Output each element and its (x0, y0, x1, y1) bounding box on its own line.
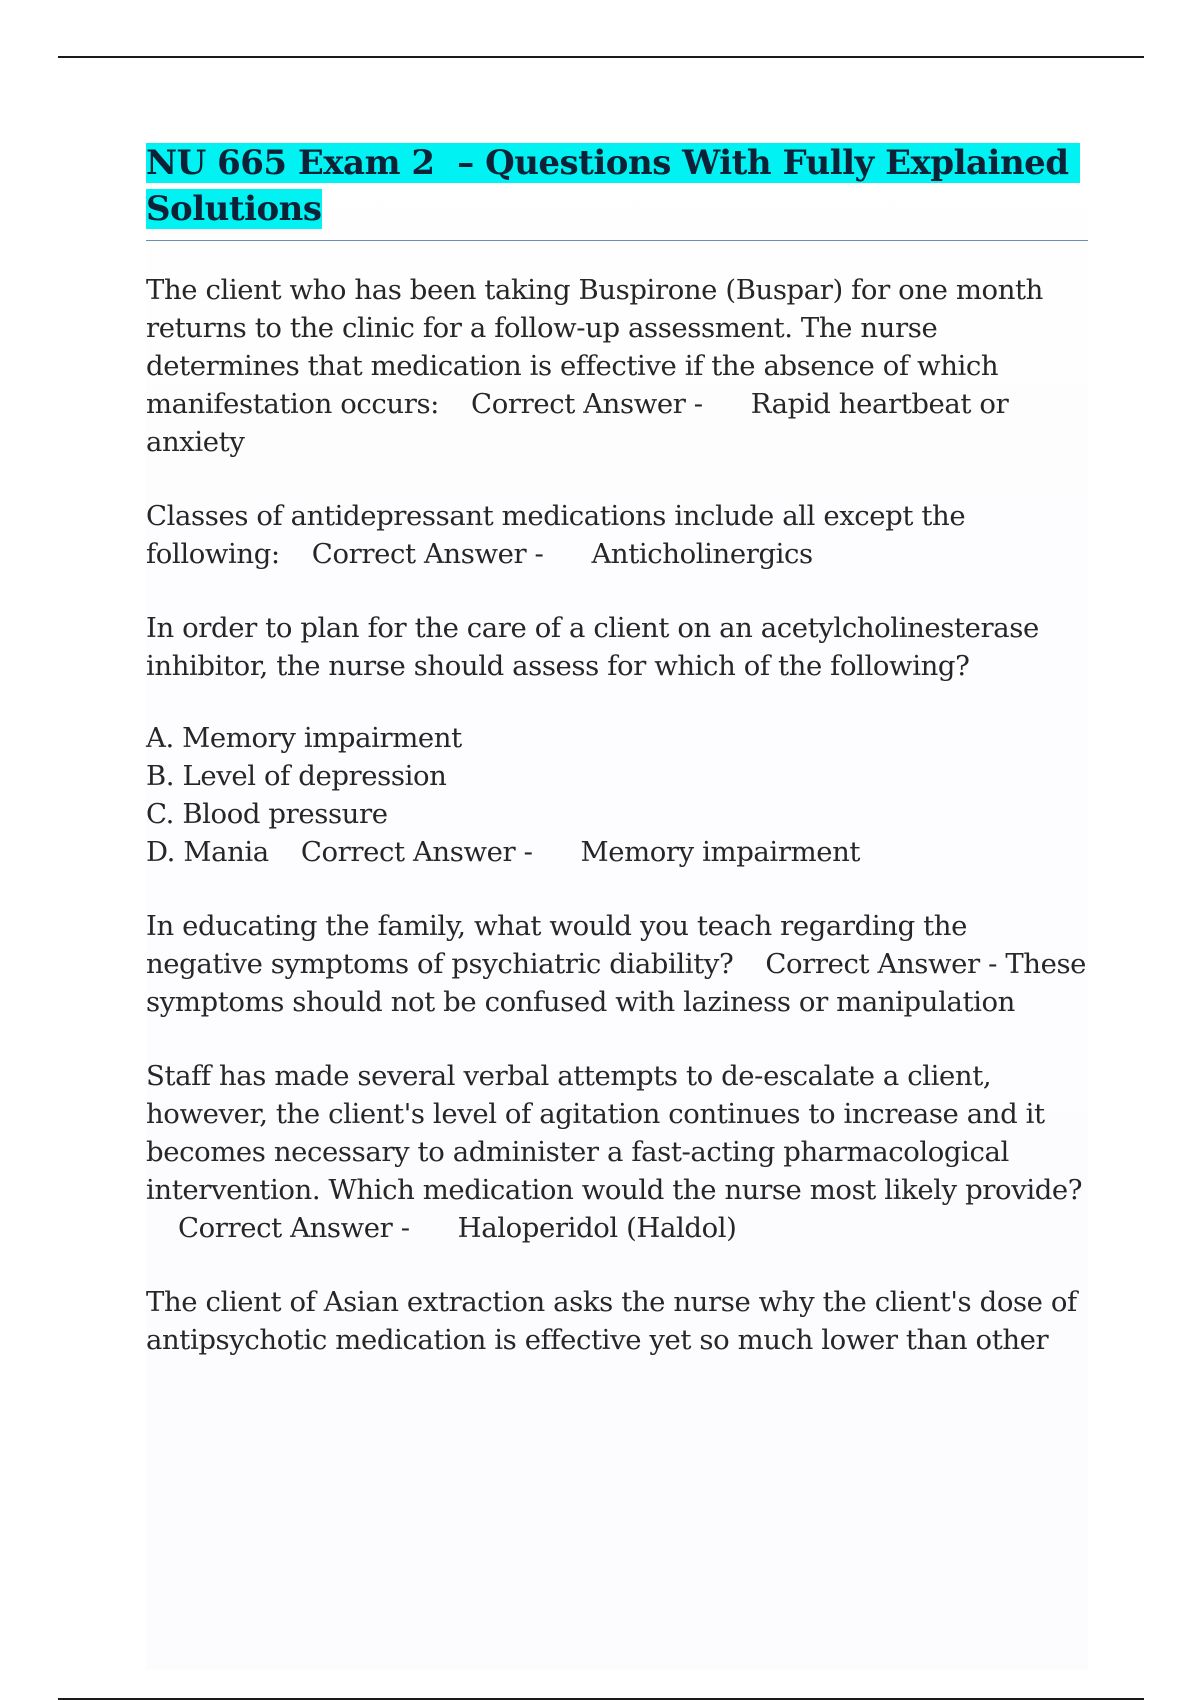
qa-item (146, 1283, 1088, 1359)
option-item: A. Memory impairment (146, 722, 462, 754)
answer-label: Correct Answer (311, 538, 527, 570)
option-item: D. Mania (146, 836, 269, 868)
answer-text: Memory impairment (580, 836, 861, 868)
answer-text: These symptoms should not be confused with laziness or manipulation (146, 948, 1095, 1018)
answer-separator: - (988, 948, 997, 980)
answer-separator: - (400, 1212, 410, 1244)
top-rule (58, 56, 1144, 58)
question-text: In order to plan for the care of a client on an acetylcholinesterase inhibitor, the nurse should assess for which of the following? (146, 612, 1048, 682)
title-highlight: NU 665 Exam 2 – Questions With Fully Explained Solutions (146, 143, 1080, 229)
answer-label: Correct Answer (471, 388, 686, 420)
question-text: The client who has been taking Buspirone (Buspar) for one month returns to the clinic for a follow-up assessment. The nurse determines that medication is effective if the absence of which manifestation occurs: (146, 274, 1052, 420)
qa-item (146, 609, 1088, 685)
qa-item (146, 1057, 1088, 1247)
answer-label: Correct Answer (300, 836, 516, 868)
answer-text: Haloperidol (Haldol) (457, 1212, 737, 1244)
document-page (146, 140, 1095, 1670)
answer-label: Correct Answer (178, 1212, 393, 1244)
option-item: C. Blood pressure (146, 798, 388, 830)
qa-item (146, 497, 1088, 573)
option-list (146, 719, 1088, 871)
answer-separator: - (534, 538, 544, 570)
question-text: Classes of antidepressant medications include all except the following: (146, 500, 974, 570)
question-text: Staff has made several verbal attempts to de-escalate a client, however, the client's level of agitation continues to increase and it becomes necessary to administer a fast-acting pharmacological intervention. Which medication would the nurse most likely provide? (146, 1060, 1083, 1206)
answer-separator: - (693, 388, 703, 420)
qa-item (146, 271, 1088, 461)
qa-item (146, 907, 1095, 1021)
question-text: In educating the family, what would you teach regarding the negative symptoms of psychiatric diability? (146, 910, 976, 980)
answer-text: Anticholinergics (591, 538, 813, 570)
answer-label: Correct Answer (765, 948, 980, 980)
question-text: The client of Asian extraction asks the nurse why the client's dose of antipsychotic medication is effective yet so much lower than other (146, 1286, 1086, 1356)
answer-separator: - (523, 836, 533, 868)
option-item: B. Level of depression (146, 760, 447, 792)
document-title (146, 140, 1088, 241)
answer-text: Rapid heartbeat or anxiety (146, 388, 1017, 458)
